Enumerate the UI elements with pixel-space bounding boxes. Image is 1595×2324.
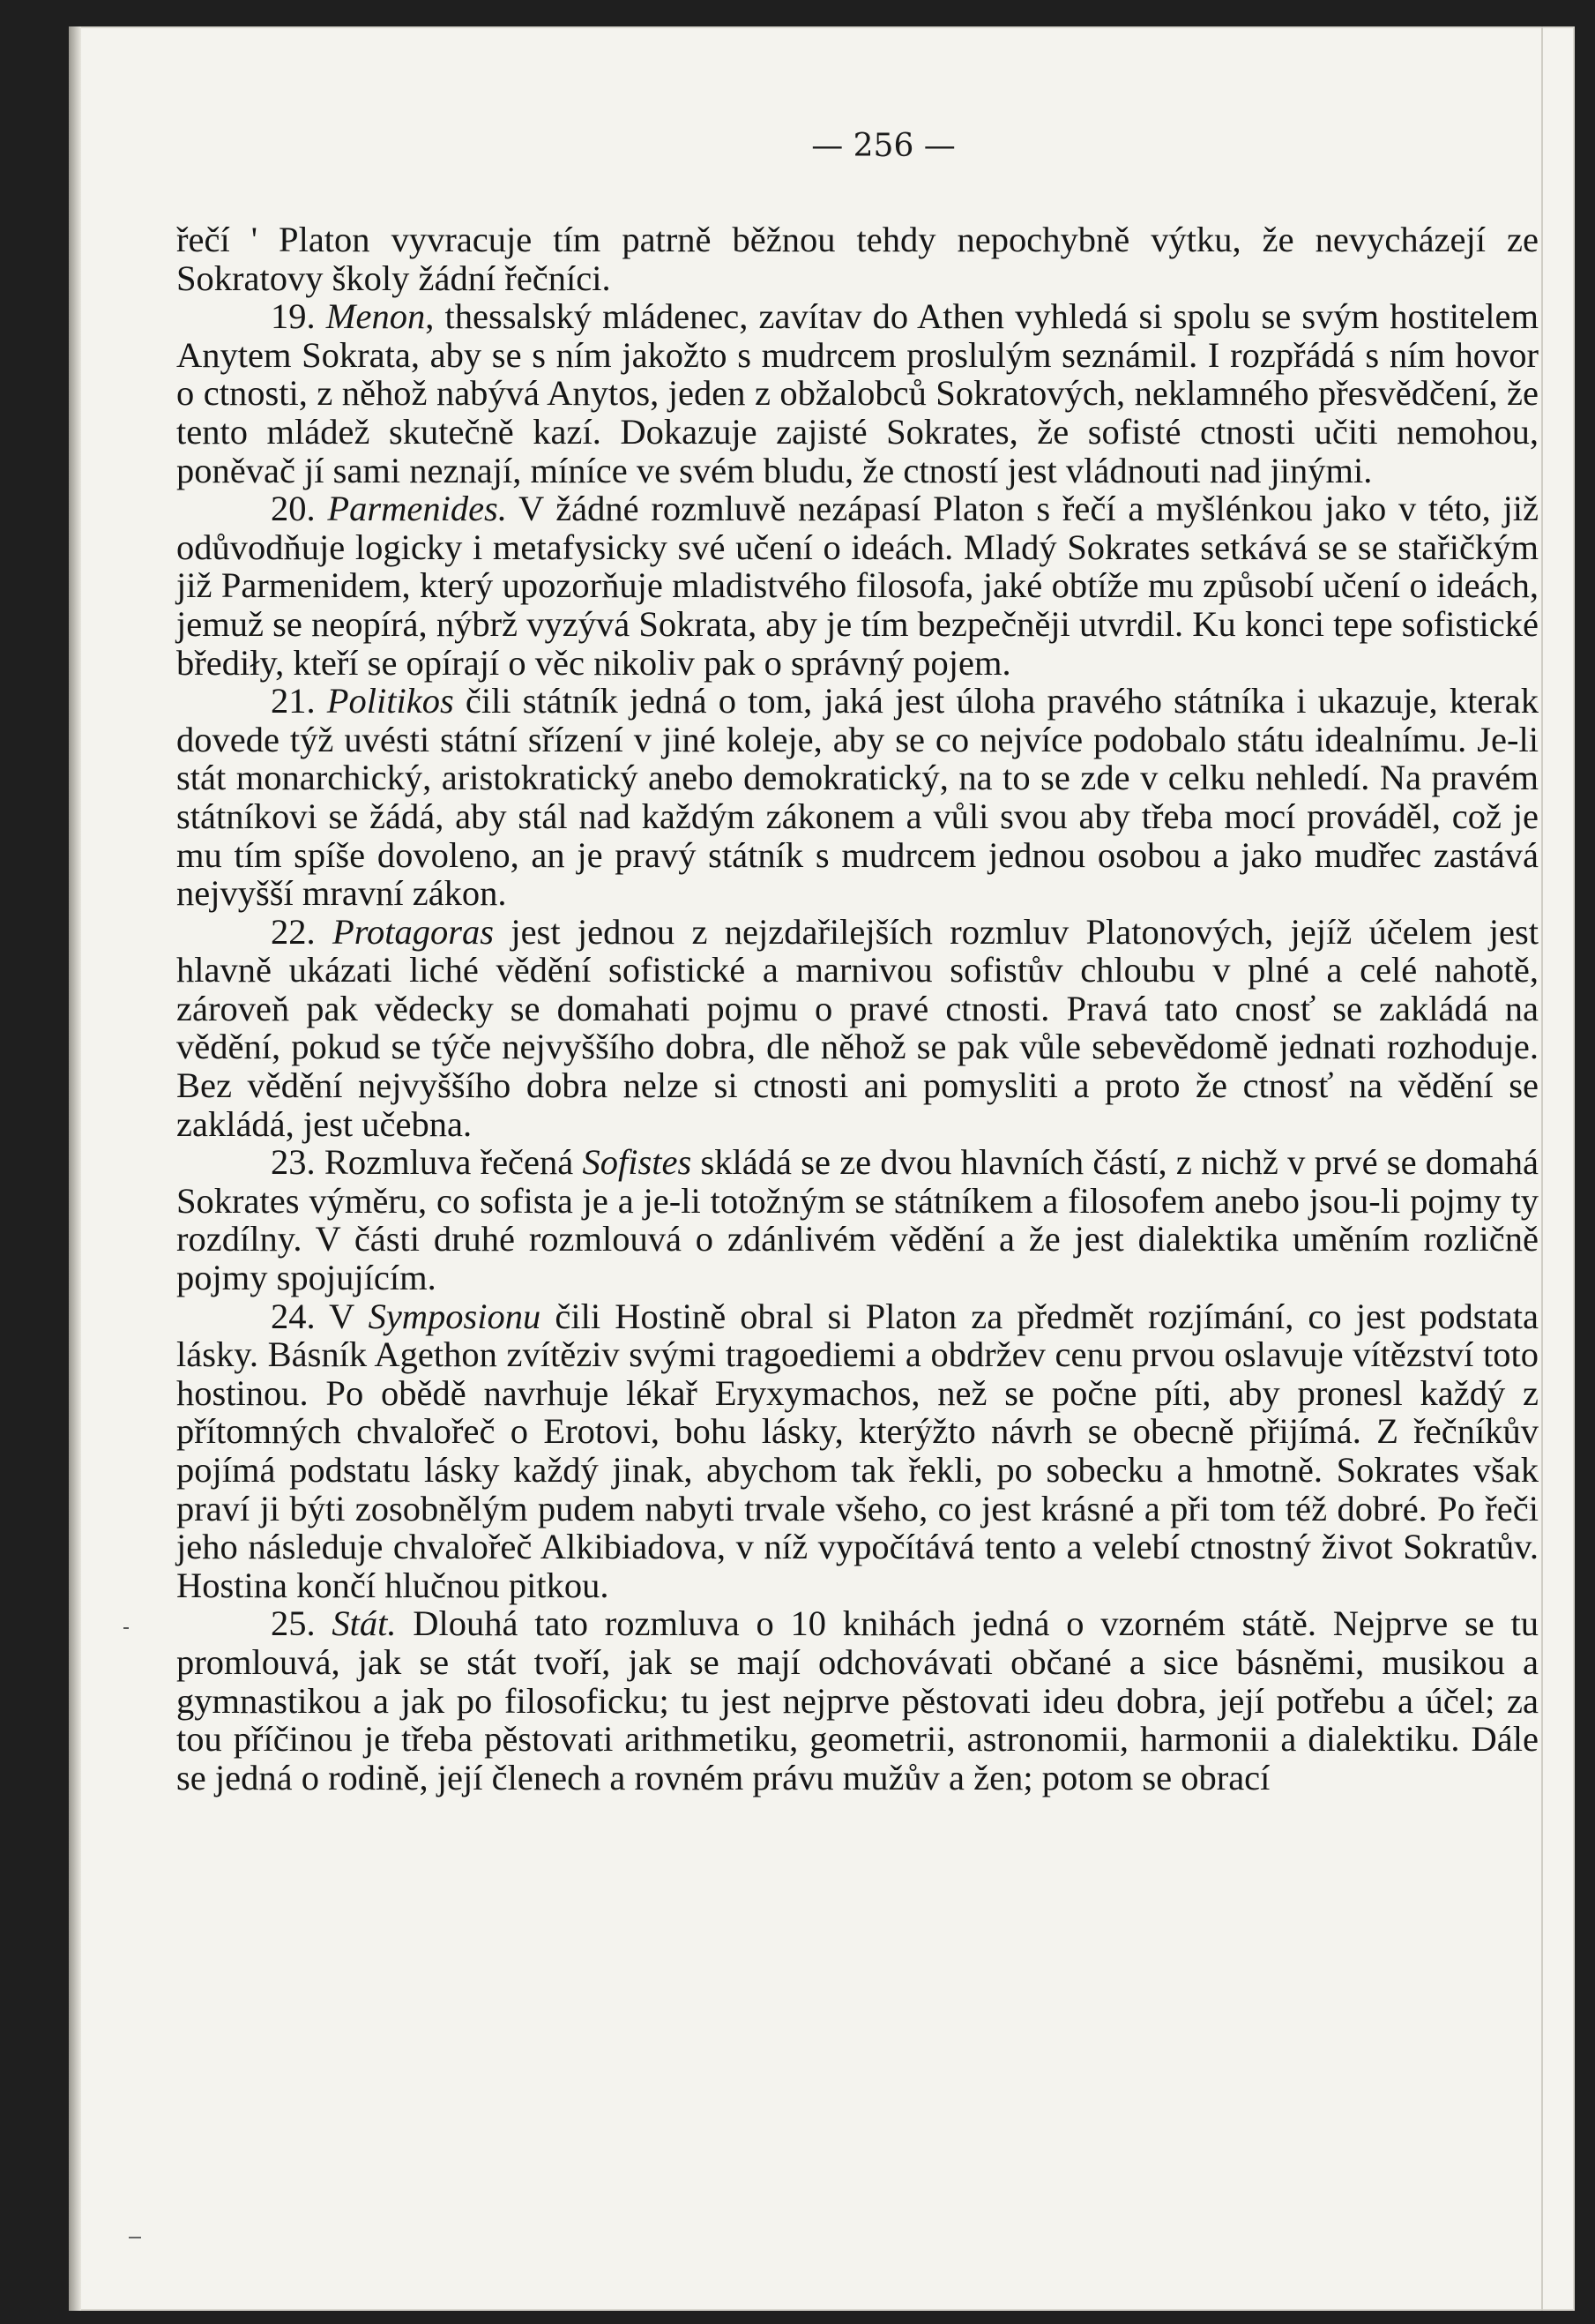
text-run: , thessalský mládenec, zavítav do Athen vyhledá si spolu se svým hostitelem Anytem Sokrata, aby se s ním jakožto s mudrcem proslulým seznámil. I rozpřádá s ním hovor o ctnosti, z něhož nabývá Anytos, jeden z obžalobců Sokratových, neklamného přesvědčení, že tento mládež skutečně kazí. Dokazuje zajisté Sokrates, že sofisté ctnosti učiti nemohou, poněvač jí sami neznají, míníce ve svém bludu, že ctností jest vládnouti nad jinými. <box>176 296 1539 490</box>
paragraph-23-sofistes <box>176 1143 1539 1297</box>
text-run: čili Hostině obral si Platon za předmět rozjímání, co jest podstata lásky. Básník Agethon zvítěziv svými tragoediemi a obdržev cenu prvou oslavuje vítězství toto hostinou. Po obědě navrhuje lékař Eryxymachos, než se počne píti, aby pronesl každý z přítomných chvalořeč o Erotovi, bohu lásky, kterýžto návrh se obecně přijímá. Z řečníkův pojímá podstatu lásky každý jinak, abychom tak řekli, po sobecku a hmotně. Sokrates však praví ji býti zosobnělým pudem nabyti trvale všeho, co jest krásné a při tom též dobré. Po řeči jeho následuje chvalořeč Alkibiadova, v níž vypočítává tento a velebí ctnostný život Sokratův. Hostina končí hlučnou pitkou. <box>176 1296 1539 1605</box>
text-run: Dlouhá tato rozmluva o 10 knihách jedná o vzorném státě. Nejprve se tu promlouvá, jak se stát tvoří, jak se mají odchovávati občané a sice básněmi, musikou a gymnastikou a jak po filosoficku; tu jest nejprve pěstovati ideu dobra, její potřebu a účel; za tou příčinou je třeba pěstovati arithmetiku, geometrii, astronomii, harmonii a dialektiku. Dále se jedná o rodině, její členech a rovném právu mužův a žen; potom se obrací <box>176 1603 1539 1797</box>
text-run: 21. <box>271 681 327 721</box>
dialogue-title: Protagoras <box>332 911 494 952</box>
dialogue-title: Parmenides. <box>327 489 507 529</box>
corner-mark <box>129 2231 141 2238</box>
text-run: jest jednou z nejzdařilejších rozmluv Platonových, jejíž účelem jest hlavně ukázati liché vědění sofistické a marnivou sofistův chloubu v plné a celé nahotě, zároveň pak vědecky se domahati pojmu o pravé ctnosti. Pravá tato cnosť se zakládá na vědění, pokud se týče nejvyššího dobra, dle něhož se pak vůle sebevědomě jednati rozhoduje. Bez vědění nejvyššího dobra nelze si ctnosti ani pomysliti a proto že ctnosť na vědění se zakládá, jest učebna. <box>176 911 1539 1144</box>
book-page <box>69 26 1575 2311</box>
paragraph-24-symposion <box>176 1297 1539 1605</box>
binding-shadow <box>69 26 81 2311</box>
text-run: 22. <box>271 911 332 952</box>
body-text <box>176 220 1539 1797</box>
paragraph-20-parmenides <box>176 489 1539 682</box>
paragraph-25-stat <box>176 1604 1539 1797</box>
text-run: skládá se ze dvou hlavních částí, z nichž v prvé se domahá Sokrates výměru, co sofista je a je-li totožným se státníkem a filosofem anebo jsou-li pojmy ty rozdílny. V části druhé rozmlouvá o zdánlivém vědění a že jest dialektika uměním rozličně pojmy spojujícím. <box>176 1142 1539 1298</box>
dialogue-title: Sofistes <box>582 1142 692 1183</box>
text-run: řečí ' Platon vyvracuje tím patrně běžnou tehdy nepochybně výtku, že nevycházejí ze Sokratovy školy žádní řečníci. <box>176 220 1539 298</box>
text-run: V žádné rozmluvě nezápasí Platon s řečí a myšlénkou jako v této, již odůvodňuje logicky i metafysicky své učení o ideách. Mladý Sokrates setkává se se stařičkým již Parmenidem, který upozorňuje mladistvého filosofa, jaké obtíže mu způsobí učení o ideách, jemuž se neopírá, nýbrž vyzývá Sokrata, aby je tím bezpečněji utvrdil. Ku konci tepe sofistické břediły, kteří se opírají o věc nikoliv pak o správný pojem. <box>176 489 1539 683</box>
dialogue-title: Stát. <box>332 1603 397 1644</box>
dialogue-title: Symposionu <box>368 1296 541 1336</box>
text-run: 24. V <box>271 1296 369 1336</box>
text-run: 23. Rozmluva řečená <box>271 1142 583 1183</box>
dialogue-title: Menon <box>325 296 426 337</box>
text-run: 20. <box>271 489 328 529</box>
paragraph-22-protagoras <box>176 913 1539 1144</box>
text-run: čili státník jedná o tom, jaká jest úloha pravého státníka i ukazuje, kterak dovede týž uvésti státní sřízení v jiné koleje, aby se co nejvíce podobalo státu idealnímu. Je-li stát monarchický, aristokratický anebo demokratický, na to se zde v celku nehledí. Na pravém státníkovi se žádá, aby stál nad každým zákonem a vůli svou aby třeba mocí prováděl, což je mu tím spíše dovoleno, an je pravý státník s mudrcem jednou osobou a jako mudřec zastává nejvyšší mravní zákon. <box>176 681 1539 914</box>
page-edge <box>1541 26 1543 2311</box>
paragraph-continuation <box>176 220 1539 297</box>
paragraph-21-politikos <box>176 682 1539 913</box>
text-run: 25. <box>271 1603 332 1644</box>
margin-mark <box>123 1627 129 1629</box>
page-number: — 256 — <box>811 128 956 164</box>
text-run: 19. <box>271 296 326 337</box>
dialogue-title: Politikos <box>326 681 454 721</box>
paragraph-19-menon <box>176 297 1539 489</box>
